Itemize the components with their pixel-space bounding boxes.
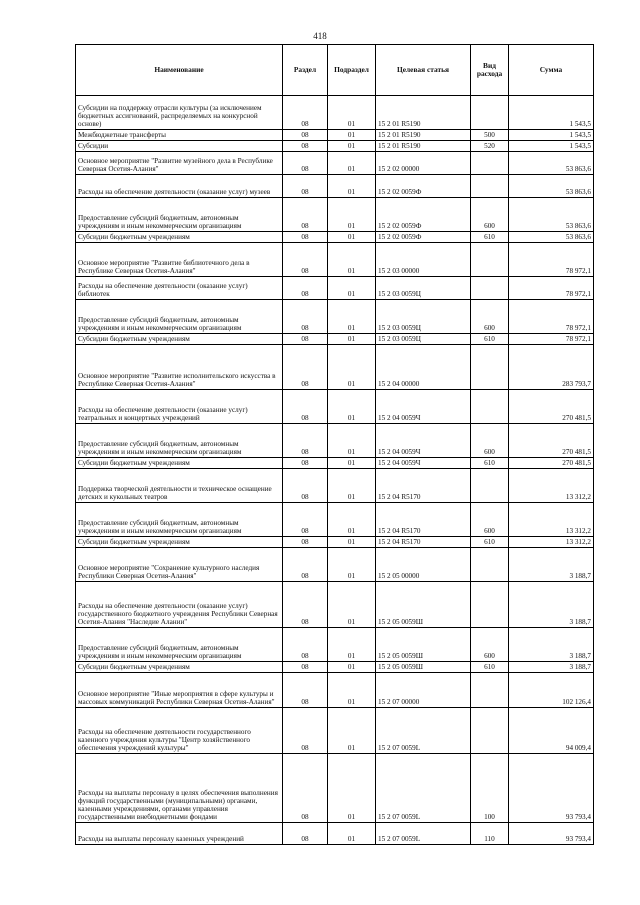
- cell-section: 08: [283, 277, 328, 300]
- table-row: [76, 96, 594, 130]
- cell-name: Расходы на выплаты персоналу в целях обеспечения выполнения функций государственными (муниципальными) органами, казенными учреждениями, органами управления государственными внебюджетными фондами: [76, 754, 283, 823]
- cell-section: 08: [283, 141, 328, 152]
- table-row: [76, 628, 594, 662]
- cell-amount: 13 312,2: [509, 469, 594, 503]
- cell-expense-type: [471, 96, 509, 130]
- cell-subsection: 01: [328, 198, 376, 232]
- cell-target: 15 2 04 R5170: [376, 469, 471, 503]
- cell-expense-type: [471, 345, 509, 390]
- cell-target: 15 2 01 R5190: [376, 96, 471, 130]
- table-row: [76, 662, 594, 673]
- table-body: [76, 96, 594, 845]
- cell-subsection: 01: [328, 130, 376, 141]
- table-row: [76, 300, 594, 334]
- cell-target: 15 2 03 0059Ц: [376, 277, 471, 300]
- header-name: Наименование: [76, 45, 283, 96]
- cell-target: 15 2 02 0059Ф: [376, 175, 471, 198]
- cell-section: 08: [283, 232, 328, 243]
- cell-name: Основное мероприятие "Развитие библиотечного дела в Республике Северная Осетия-Алания": [76, 243, 283, 277]
- cell-subsection: 01: [328, 96, 376, 130]
- cell-subsection: 01: [328, 582, 376, 628]
- table-row: [76, 334, 594, 345]
- table-row: [76, 424, 594, 458]
- cell-target: 15 2 04 0059Ч: [376, 390, 471, 424]
- cell-name: Межбюджетные трансферты: [76, 130, 283, 141]
- cell-amount: 283 793,7: [509, 345, 594, 390]
- cell-section: 08: [283, 175, 328, 198]
- header-amount: Сумма: [509, 45, 594, 96]
- cell-expense-type: 610: [471, 662, 509, 673]
- cell-section: 08: [283, 152, 328, 175]
- table-row: [76, 198, 594, 232]
- cell-section: 08: [283, 458, 328, 469]
- cell-name: Основное мероприятие "Развитие музейного дела в Республике Северная Осетия-Алания": [76, 152, 283, 175]
- cell-expense-type: [471, 469, 509, 503]
- cell-name: Субсидии бюджетным учреждениям: [76, 458, 283, 469]
- cell-amount: 94 009,4: [509, 708, 594, 754]
- cell-name: Субсидии бюджетным учреждениям: [76, 334, 283, 345]
- cell-expense-type: 610: [471, 537, 509, 548]
- cell-target: 15 2 04 0059Ч: [376, 424, 471, 458]
- cell-amount: 93 793,4: [509, 823, 594, 845]
- cell-section: 08: [283, 662, 328, 673]
- cell-amount: 13 312,2: [509, 537, 594, 548]
- cell-name: Предоставление субсидий бюджетным, автономным учреждениям и иным некоммерческим организациям: [76, 198, 283, 232]
- header-expense-type: Вид расхода: [471, 45, 509, 96]
- cell-name: Расходы на выплаты персоналу казенных учреждений: [76, 823, 283, 845]
- table-row: [76, 232, 594, 243]
- table-row: [76, 503, 594, 537]
- cell-expense-type: 600: [471, 628, 509, 662]
- cell-section: 08: [283, 823, 328, 845]
- cell-subsection: 01: [328, 243, 376, 277]
- cell-amount: 53 863,6: [509, 198, 594, 232]
- cell-target: 15 2 03 00000: [376, 243, 471, 277]
- cell-amount: 13 312,2: [509, 503, 594, 537]
- table-row: [76, 141, 594, 152]
- cell-expense-type: [471, 390, 509, 424]
- table-row: [76, 152, 594, 175]
- table-row: [76, 673, 594, 708]
- cell-subsection: 01: [328, 345, 376, 390]
- cell-expense-type: [471, 548, 509, 582]
- header-target: Целевая статья: [376, 45, 471, 96]
- cell-section: 08: [283, 300, 328, 334]
- cell-name: Предоставление субсидий бюджетным, автономным учреждениям и иным некоммерческим организациям: [76, 300, 283, 334]
- cell-name: Предоставление субсидий бюджетным, автономным учреждениям и иным некоммерческим организациям: [76, 628, 283, 662]
- cell-target: 15 2 05 00000: [376, 548, 471, 582]
- cell-subsection: 01: [328, 152, 376, 175]
- cell-subsection: 01: [328, 754, 376, 823]
- cell-name: Субсидии бюджетным учреждениям: [76, 537, 283, 548]
- cell-expense-type: [471, 673, 509, 708]
- cell-expense-type: 600: [471, 503, 509, 537]
- table-header-row: [76, 45, 594, 96]
- cell-amount: 3 188,7: [509, 628, 594, 662]
- cell-name: Основное мероприятие "Иные мероприятия в сфере культуры и массовых коммуникаций Республики Северная Осетия-Алания": [76, 673, 283, 708]
- cell-subsection: 01: [328, 232, 376, 243]
- cell-section: 08: [283, 424, 328, 458]
- cell-amount: 3 188,7: [509, 548, 594, 582]
- cell-name: Расходы на обеспечение деятельности (оказание услуг) музеев: [76, 175, 283, 198]
- cell-section: 08: [283, 673, 328, 708]
- cell-expense-type: [471, 582, 509, 628]
- cell-name: Расходы на обеспечение деятельности (оказание услуг) государственного бюджетного учреждения Республики Северная Осетия-Алания "Наследие Алании": [76, 582, 283, 628]
- cell-name: Основное мероприятие "Развитие исполнительского искусства в Республике Северная Осетия-Алания": [76, 345, 283, 390]
- cell-section: 08: [283, 345, 328, 390]
- table-row: [76, 754, 594, 823]
- cell-section: 08: [283, 628, 328, 662]
- cell-expense-type: 600: [471, 198, 509, 232]
- cell-target: 15 2 05 0059Ш: [376, 582, 471, 628]
- cell-section: 08: [283, 334, 328, 345]
- cell-subsection: 01: [328, 673, 376, 708]
- cell-subsection: 01: [328, 823, 376, 845]
- page-number: 418: [313, 31, 327, 41]
- cell-amount: 102 126,4: [509, 673, 594, 708]
- cell-expense-type: 610: [471, 232, 509, 243]
- cell-section: 08: [283, 537, 328, 548]
- cell-amount: 78 972,1: [509, 334, 594, 345]
- cell-target: 15 2 02 0059Ф: [376, 198, 471, 232]
- cell-subsection: 01: [328, 548, 376, 582]
- cell-subsection: 01: [328, 334, 376, 345]
- cell-expense-type: 600: [471, 424, 509, 458]
- cell-name: Субсидии: [76, 141, 283, 152]
- cell-amount: 78 972,1: [509, 277, 594, 300]
- cell-target: 15 2 04 R5170: [376, 537, 471, 548]
- cell-section: 08: [283, 469, 328, 503]
- cell-section: 08: [283, 390, 328, 424]
- table-row: [76, 243, 594, 277]
- cell-section: 08: [283, 548, 328, 582]
- cell-expense-type: 520: [471, 141, 509, 152]
- cell-expense-type: [471, 175, 509, 198]
- cell-subsection: 01: [328, 503, 376, 537]
- cell-name: Субсидии бюджетным учреждениям: [76, 232, 283, 243]
- cell-expense-type: 600: [471, 300, 509, 334]
- cell-expense-type: 100: [471, 754, 509, 823]
- table-row: [76, 345, 594, 390]
- cell-subsection: 01: [328, 277, 376, 300]
- cell-amount: 1 543,5: [509, 130, 594, 141]
- cell-amount: 53 863,6: [509, 175, 594, 198]
- cell-subsection: 01: [328, 390, 376, 424]
- cell-name: Расходы на обеспечение деятельности (оказание услуг) библиотек: [76, 277, 283, 300]
- cell-target: 15 2 07 0059L: [376, 754, 471, 823]
- table-row: [76, 537, 594, 548]
- cell-subsection: 01: [328, 458, 376, 469]
- cell-subsection: 01: [328, 708, 376, 754]
- cell-name: Расходы на обеспечение деятельности государственного казенного учреждения культуры "Центр хозяйственного обеспечения учреждений культуры": [76, 708, 283, 754]
- cell-subsection: 01: [328, 424, 376, 458]
- header-section: Раздел: [283, 45, 328, 96]
- cell-subsection: 01: [328, 300, 376, 334]
- cell-amount: 53 863,6: [509, 232, 594, 243]
- cell-target: 15 2 04 0059Ч: [376, 458, 471, 469]
- cell-section: 08: [283, 708, 328, 754]
- cell-name: Субсидии на поддержку отрасли культуры (за исключением бюджетных ассигнований, распределяемых на конкурсной основе): [76, 96, 283, 130]
- cell-amount: 93 793,4: [509, 754, 594, 823]
- cell-name: Основное мероприятие "Сохранение культурного наследия Республики Северная Осетия-Алания": [76, 548, 283, 582]
- cell-amount: 3 188,7: [509, 582, 594, 628]
- cell-target: 15 2 04 00000: [376, 345, 471, 390]
- cell-name: Поддержка творческой деятельности и техническое оснащение детских и кукольных театров: [76, 469, 283, 503]
- cell-expense-type: 500: [471, 130, 509, 141]
- cell-subsection: 01: [328, 175, 376, 198]
- cell-amount: 3 188,7: [509, 662, 594, 673]
- table-row: [76, 458, 594, 469]
- table-row: [76, 708, 594, 754]
- cell-target: 15 2 01 R5190: [376, 141, 471, 152]
- cell-target: 15 2 07 0059L: [376, 708, 471, 754]
- cell-amount: 78 972,1: [509, 300, 594, 334]
- cell-expense-type: 110: [471, 823, 509, 845]
- cell-amount: 78 972,1: [509, 243, 594, 277]
- cell-name: Предоставление субсидий бюджетным, автономным учреждениям и иным некоммерческим организациям: [76, 503, 283, 537]
- cell-section: 08: [283, 198, 328, 232]
- cell-section: 08: [283, 96, 328, 130]
- cell-subsection: 01: [328, 628, 376, 662]
- cell-subsection: 01: [328, 662, 376, 673]
- cell-expense-type: [471, 243, 509, 277]
- table-row: [76, 548, 594, 582]
- table-row: [76, 823, 594, 845]
- table-row: [76, 582, 594, 628]
- cell-target: 15 2 07 0059L: [376, 823, 471, 845]
- header-subsection: Подраздел: [328, 45, 376, 96]
- cell-expense-type: 610: [471, 458, 509, 469]
- cell-amount: 1 543,5: [509, 96, 594, 130]
- table-row: [76, 175, 594, 198]
- cell-target: 15 2 02 0059Ф: [376, 232, 471, 243]
- cell-expense-type: [471, 152, 509, 175]
- cell-section: 08: [283, 243, 328, 277]
- cell-target: 15 2 05 0059Ш: [376, 662, 471, 673]
- cell-section: 08: [283, 503, 328, 537]
- cell-target: 15 2 07 00000: [376, 673, 471, 708]
- cell-expense-type: [471, 277, 509, 300]
- cell-name: Предоставление субсидий бюджетным, автономным учреждениям и иным некоммерческим организациям: [76, 424, 283, 458]
- cell-section: 08: [283, 130, 328, 141]
- cell-subsection: 01: [328, 537, 376, 548]
- cell-name: Субсидии бюджетным учреждениям: [76, 662, 283, 673]
- cell-expense-type: 610: [471, 334, 509, 345]
- budget-table: [75, 44, 594, 845]
- cell-subsection: 01: [328, 141, 376, 152]
- cell-target: 15 2 05 0059Ш: [376, 628, 471, 662]
- cell-target: 15 2 02 00000: [376, 152, 471, 175]
- table-row: [76, 469, 594, 503]
- table-row: [76, 390, 594, 424]
- cell-amount: 270 481,5: [509, 458, 594, 469]
- cell-name: Расходы на обеспечение деятельности (оказание услуг) театральных и концертных учреждений: [76, 390, 283, 424]
- cell-subsection: 01: [328, 469, 376, 503]
- cell-section: 08: [283, 582, 328, 628]
- cell-amount: 270 481,5: [509, 424, 594, 458]
- cell-amount: 1 543,5: [509, 141, 594, 152]
- cell-target: 15 2 03 0059Ц: [376, 334, 471, 345]
- cell-amount: 53 863,6: [509, 152, 594, 175]
- cell-expense-type: [471, 708, 509, 754]
- cell-target: 15 2 04 R5170: [376, 503, 471, 537]
- cell-target: 15 2 01 R5190: [376, 130, 471, 141]
- table-row: [76, 277, 594, 300]
- cell-amount: 270 481,5: [509, 390, 594, 424]
- cell-section: 08: [283, 754, 328, 823]
- cell-target: 15 2 03 0059Ц: [376, 300, 471, 334]
- table-row: [76, 130, 594, 141]
